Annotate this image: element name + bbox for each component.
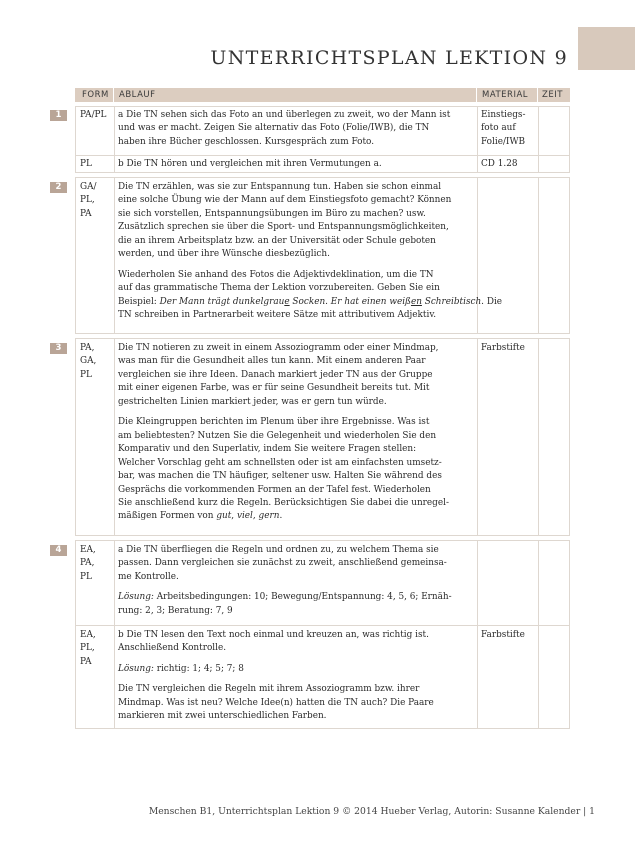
- section-number-3: 3: [50, 343, 67, 354]
- section-3: [75, 338, 570, 536]
- header-ablauf: ABLAUF: [119, 90, 156, 100]
- ablauf-cell: a Die TN sehen sich das Foto an und überlegen zu zweit, wo der Mann ist und was er macht. Zeigen Sie alternativ das Foto (Folie/IWB), die TN haben ihre Bücher geschlossen. Kursgespräch zum Foto.: [118, 110, 451, 147]
- material-cell: Farbstifte: [481, 343, 525, 353]
- form-cell: PA, GA, PL: [80, 343, 97, 380]
- section-number-2: 2: [50, 182, 67, 193]
- form-cell: EA, PL, PA: [80, 630, 96, 667]
- form-cell: PA/PL: [80, 110, 107, 120]
- section-number-4: 4: [50, 545, 67, 556]
- ablauf-cell: b Die TN lesen den Text noch einmal und kreuzen an, was richtig ist. Anschließend Kontrolle. Lösung: richtig: 1; 4; 5; 7; 8 Die TN vergleichen die Regeln mit ihrem Assoziogramm bzw. ihrer Mindmap. Was ist neu? Welche Idee(n) hatten die TN auch? Die Paare markieren mit zwei unterschiedlichen Farben.: [118, 630, 434, 722]
- table-header: [75, 88, 570, 102]
- corner-tab: [578, 27, 635, 70]
- section-1: [75, 106, 570, 173]
- ablauf-cell: Die TN erzählen, was sie zur Entspannung tun. Haben sie schon einmal eine solche Übung wie der Mann auf dem Einstiegsfoto gemacht? Können sie sich vorstellen, Entspannungsübungen im Büro zu machen? usw. Zusätzlich sprechen sie über die Sport- und Entspannungsmöglichkeiten, die an ihrem Arbeitsplatz bzw. an der Universität oder Schule geboten werden, und über ihre Wünsche diesbezüglich. Wiederholen Sie anhand des Fotos die Adjektivdeklination, um die TN auf das grammatische Thema der Lektion vorzubereiten. Geben Sie ein Beispiel: Der Mann trägt dunkelgraue Socken. Er hat einen weißen Schreibtisch. Die TN schreiben in Partnerarbeit weitere Sätze mit attributivem Adjektiv.: [118, 182, 503, 321]
- beispiel-line: Beispiel: Der Mann trägt dunkelgraue Socken. Er hat einen weißen Schreibtisch. Die: [118, 296, 503, 307]
- header-material: MATERIAL: [482, 90, 529, 100]
- table-row: [76, 625, 569, 730]
- table-row: PL b Die TN hören und vergleichen mit ihren Vermutungen a. CD 1.28: [76, 155, 569, 174]
- page-title: UNTERRICHTSPLAN LEKTION 9: [210, 47, 568, 69]
- ablauf-cell: a Die TN überfliegen die Regeln und ordnen zu, zu welchem Thema sie passen. Dann vergleichen sie zunächst zu zweit, anschließend gemeinsa- me Kontrolle. Lösung: Arbeitsbedingungen: 10; Bewegung/Entspannung: 4, 5, 6; Ernäh- rung: 2, 3; Beratung: 7, 9: [118, 545, 452, 616]
- material-cell: Farbstifte: [481, 630, 525, 640]
- ablauf-cell: Die TN notieren zu zweit in einem Assoziogramm oder einer Mindmap, was man für die Gesundheit alles tun kann. Mit einem anderen Paar vergleichen sie ihre Ideen. Danach markiert jeder TN aus der Gruppe mit einer eigenen Farbe, was er für seine Gesundheit bereits tut. Mit gestrichelten Linien markiert jeder, was er gern tun würde. Die Kleingruppen berichten im Plenum über ihre Ergebnisse. Was ist am beliebtesten? Nutzen Sie die Gelegenheit und wiederholen Sie den Komparativ und den Superlativ, indem Sie weitere Fragen stellen: Welcher Vorschlag geht am schnellsten oder ist am einfachsten umsetz- bar, was machen die TN häufiger, seltener usw. Halten Sie während des Gesprächs die vorkommenden Formen an der Tafel fest. Wiederholen Sie anschließend kurz die Regeln. Berücksichtigen Sie dabei die unregel- mäßigen Formen von gut, viel, gern.: [118, 343, 449, 522]
- section-number-1: 1: [50, 110, 67, 121]
- header-zeit: ZEIT: [542, 90, 563, 100]
- page-footer: Menschen B1, Unterrichtsplan Lektion 9 © 2014 Hueber Verlag, Autorin: Susanne Kalender | 1: [148, 806, 595, 817]
- header-form: FORM: [82, 90, 109, 100]
- section-4: [75, 540, 570, 729]
- form-cell: EA, PA, PL: [80, 545, 96, 582]
- material-cell: Einstiegs- foto auf Folie/IWB: [481, 110, 526, 147]
- form-cell: GA/ PL, PA: [80, 182, 97, 219]
- section-2: [75, 177, 570, 334]
